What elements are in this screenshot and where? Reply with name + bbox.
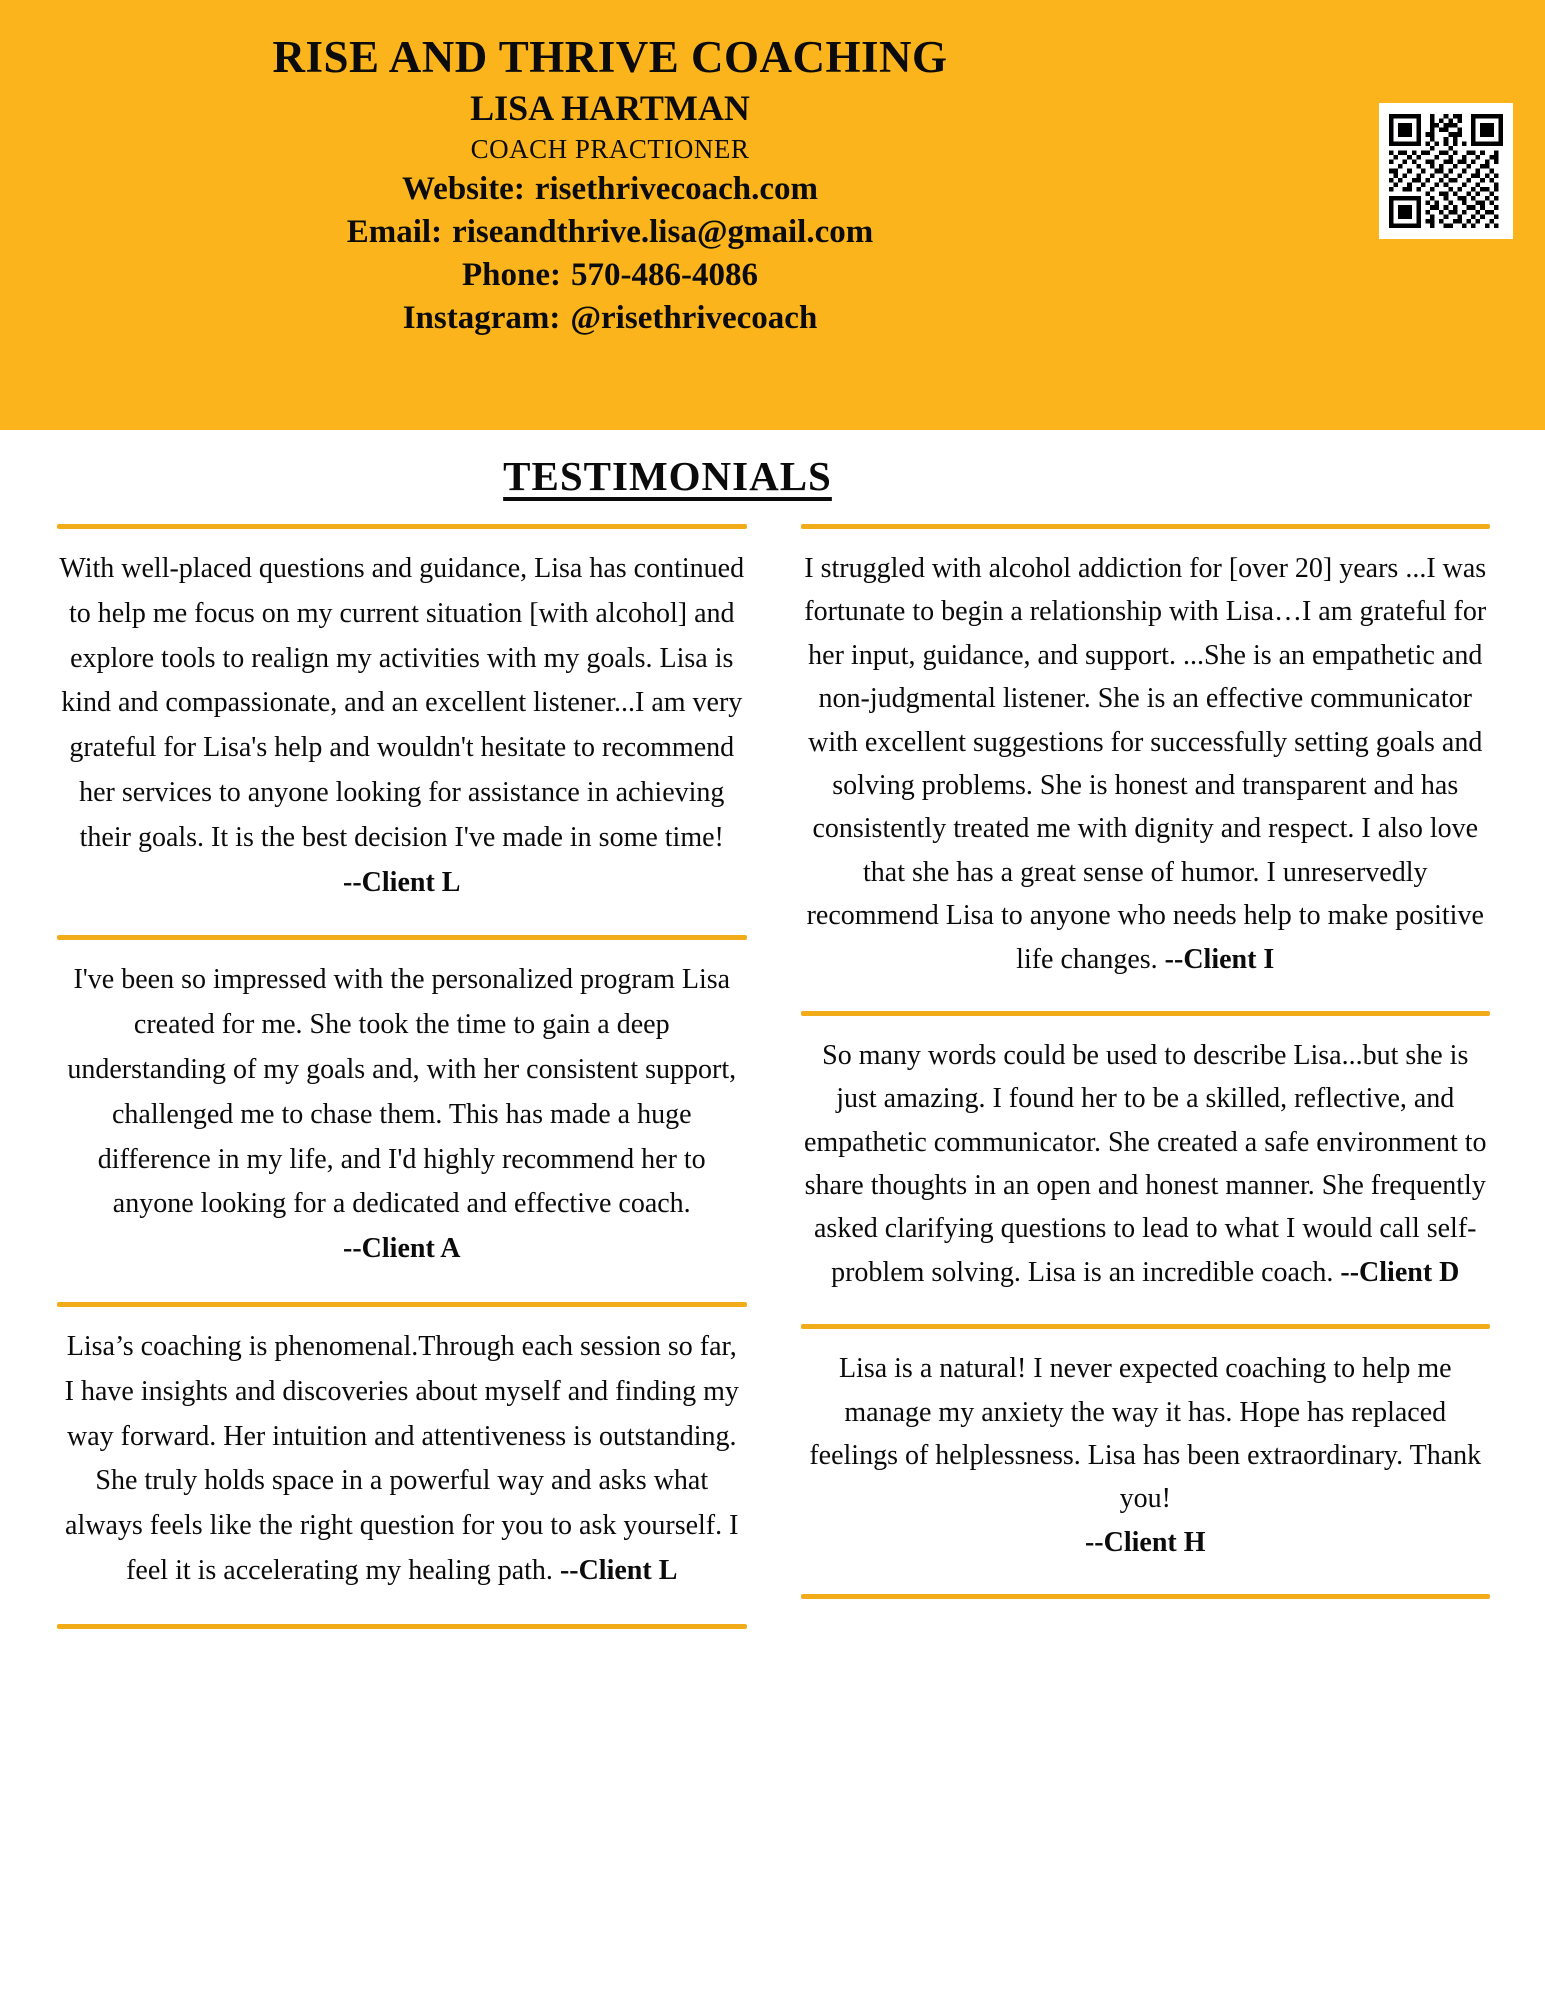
divider-line: [57, 1624, 747, 1629]
testimonial-client: --Client L: [559, 1554, 678, 1586]
testimonial-left-3: [57, 1307, 747, 1624]
section-title: TESTIMONIALS: [503, 453, 832, 499]
business-name: RISE AND THRIVE COACHING: [272, 32, 948, 82]
person-name: LISA HARTMAN: [470, 87, 750, 128]
testimonial-right-3: [801, 1329, 1491, 1594]
testimonial-client: --Client H: [1084, 1526, 1206, 1558]
phone-line: [0, 255, 1220, 295]
website-label: Website:: [402, 170, 525, 207]
website-value: risethrivecoach.com: [534, 170, 818, 207]
testimonials-column-right: [801, 524, 1491, 1599]
testimonial-client: --Client I: [1164, 943, 1275, 975]
header-text-block: [0, 0, 1545, 339]
testimonial-right-2: [801, 1016, 1491, 1324]
instagram-label: Instagram:: [402, 300, 561, 337]
testimonial-left-2: [57, 940, 747, 1302]
instagram-value: @risethrivecoach: [570, 300, 818, 337]
email-value: riseandthrive.lisa@gmail.com: [452, 213, 874, 250]
testimonials-column-left: [57, 524, 747, 1629]
website-line: [0, 169, 1220, 209]
instagram-line: [0, 298, 1220, 338]
qr-code-icon: [1379, 103, 1513, 239]
email-label: Email:: [346, 213, 443, 250]
testimonial-text: So many words could be used to describe Lisa...but she is just amazing. I found her to be a skilled, reflective, and empathetic communicator. She created a safe environment to share thoughts in an open and honest manner. She frequently asked clarifying questions to lead to what I would call self-problem solving. Lisa is an incredible coach.: [803, 1039, 1487, 1288]
role-title: COACH PRACTIONER: [470, 133, 750, 164]
testimonial-client: --Client A: [343, 1233, 461, 1265]
testimonial-text: Lisa’s coaching is phenomenal.Through each session so far, I have insights and discoveries about myself and finding my way forward. Her intuition and attentiveness is outstanding. She truly holds space in a powerful way and asks what always feels like the right question for you to ask yourself. I feel it is accelerating my healing path.: [64, 1330, 739, 1586]
testimonial-right-1: [801, 529, 1491, 1011]
sun-disc: [500, 323, 1160, 430]
phone-label: Phone:: [462, 257, 561, 294]
testimonial-client: --Client L: [343, 866, 461, 898]
testimonial-text: Lisa is a natural! I never expected coaching to help me manage my anxiety the way it has. Hope has replaced feelings of helplessness. Lisa has been extraordinary. Thank you!: [809, 1353, 1482, 1515]
phone-value: 570-486-4086: [571, 257, 758, 294]
testimonial-left-1: [57, 529, 747, 935]
testimonial-text: I've been so impressed with the personalized program Lisa created for me. She took the time to gain a deep understanding of my goals and, with her consistent support, challenged me to chase them. This has made a huge difference in my life, and I'd highly recommend her to anyone looking for a dedicated and effective coach.: [67, 964, 737, 1220]
testimonial-text: I struggled with alcohol addiction for [over 20] years ...I was fortunate to begin a relationship with Lisa…I am grateful for her input, guidance, and support. ...She is an empathetic and non-judgmental listener. She is an effective communicator with excellent suggestions for successfully setting goals and solving problems. She is honest and transparent and has consistently treated me with dignity and respect. I also love that she has a great sense of humor. I unreservedly recommend Lisa to anyone who needs help to make positive life changes.: [804, 553, 1487, 975]
testimonial-text: With well-placed questions and guidance, Lisa has continued to help me focus on my current situation [with alcohol] and explore tools to realign my activities with my goals. Lisa is kind and compassionate, and an excellent listener...I am very grateful for Lisa's help and wouldn't hesitate to recommend her services to anyone looking for assistance in achieving their goals. It is the best decision I've made in some time!: [59, 553, 745, 853]
testimonials-columns: [0, 500, 1545, 1629]
header-sunburst: [0, 0, 1545, 430]
email-line: [0, 212, 1220, 252]
section-title-wrap: [0, 430, 1545, 500]
divider-line: [801, 1594, 1491, 1599]
testimonial-client: --Client D: [1340, 1256, 1460, 1288]
